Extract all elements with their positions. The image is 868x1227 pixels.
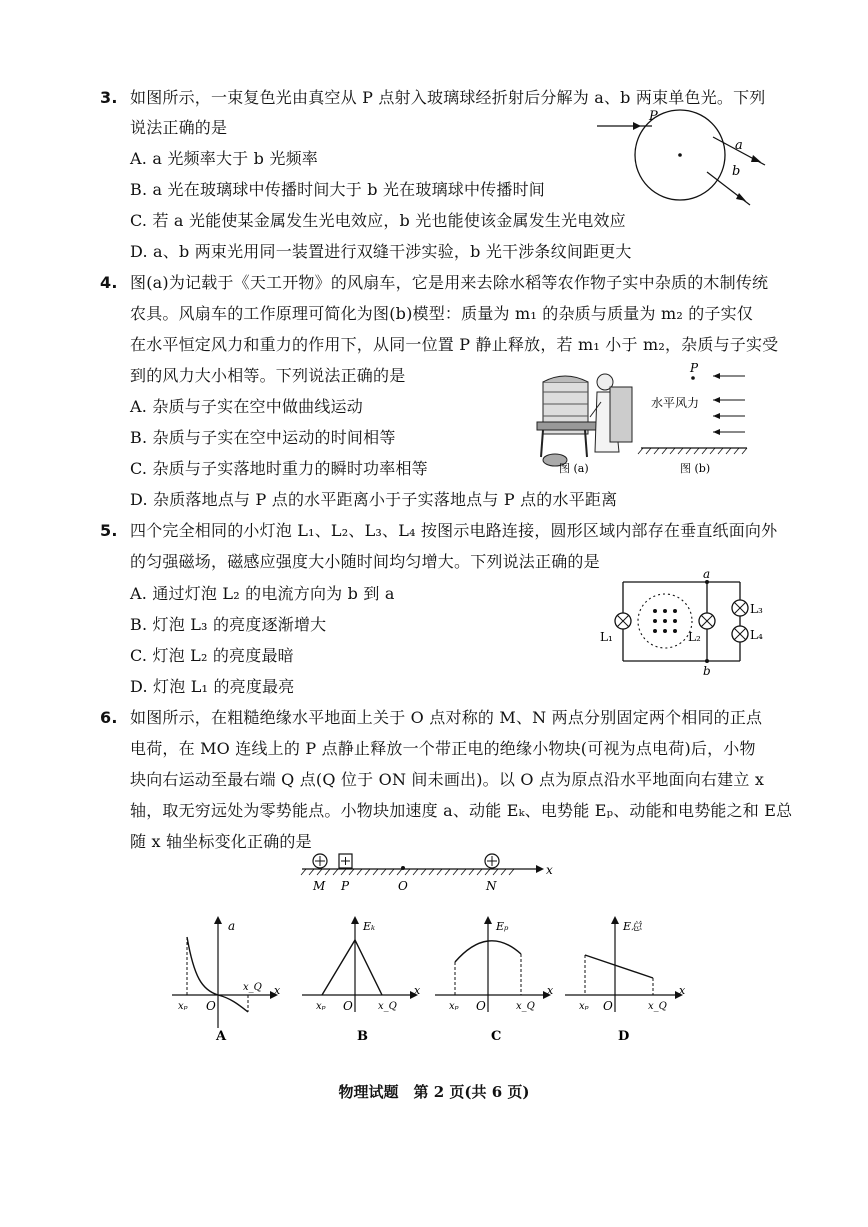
- origin-label: O: [343, 999, 353, 1013]
- xq-label: x_Q: [243, 982, 262, 993]
- origin-label: O: [476, 999, 486, 1013]
- curve-b: [322, 940, 382, 995]
- figure-b-label: 图 (b): [680, 462, 711, 474]
- xq-label: x_Q: [516, 1001, 535, 1012]
- label-p: P: [649, 109, 658, 124]
- question-stem: 四个完全相同的小灯泡 L₁、L₂、L₃、L₄ 按图示电路连接，圆形区域内部存在垂直纸面向外: [130, 521, 778, 540]
- figure-a-label: 图 (a): [559, 462, 589, 474]
- xp-label: xₚ: [579, 1001, 589, 1012]
- wind-label: 水平风力: [651, 396, 700, 410]
- question-stem: 的匀强磁场，磁感应强度大小随时间均匀增大。下列说法正确的是: [130, 552, 600, 571]
- x-label: x: [414, 984, 421, 997]
- question-stem: 如图所示，在粗糙绝缘水平地面上关于 O 点对称的 M、N 两点分别固定两个相同的正点: [130, 708, 763, 727]
- graph-option-d: [563, 912, 688, 1044]
- field-dots: [653, 609, 677, 633]
- bulb-icon: [732, 626, 748, 642]
- label-l1: L₁: [600, 630, 613, 644]
- glass-sphere-figure: [595, 105, 775, 215]
- graph-letter: D: [618, 1029, 630, 1044]
- option-b: B. 杂质与子实在空中运动的时间相等: [130, 428, 396, 447]
- option-d: D. 灯泡 L₁ 的亮度最亮: [130, 677, 295, 696]
- option-d: D. a、b 两束光用同一装置进行双缝干涉实验，b 光干涉条纹间距更大: [130, 242, 632, 261]
- graph-option-b: [300, 912, 425, 1044]
- option-c: C. 杂质与子实落地时重力的瞬时功率相等: [130, 459, 428, 478]
- question-stem: 图(a)为记载于《天工开物》的风扇车，它是用来去除水稻等农作物子实中杂质的木制传统: [130, 273, 769, 292]
- node-b: b: [703, 664, 711, 677]
- positive-charge-icon: [485, 854, 499, 868]
- question-stem: 说法正确的是: [130, 118, 228, 137]
- wind-force-model: [635, 362, 755, 474]
- xq-label: x_Q: [648, 1001, 667, 1012]
- question-stem: 在水平恒定风力和重力的作用下，从同一位置 P 静止释放，若 m₁ 小于 m₂，杂质与子实受: [130, 335, 779, 354]
- winnowing-machine-illustration: [535, 362, 635, 474]
- circuit-diagram: [595, 567, 765, 677]
- question-stem: 到的风力大小相等。下列说法正确的是: [130, 366, 406, 385]
- option-a: A. 通过灯泡 L₂ 的电流方向为 b 到 a: [130, 584, 395, 603]
- graph-letter: C: [491, 1029, 502, 1044]
- question-number: 3.: [100, 88, 118, 107]
- y-label: Eₚ: [496, 920, 509, 933]
- charges-ground-figure: [300, 848, 560, 894]
- label-a: a: [735, 138, 743, 153]
- label-m: M: [313, 879, 326, 893]
- question-stem: 农具。风扇车的工作原理可简化为图(b)模型：质量为 m₁ 的杂质与质量为 m₂ 的子实仅: [130, 304, 754, 323]
- label-p: P: [690, 362, 699, 375]
- positive-charge-icon: [313, 854, 327, 868]
- label-p: P: [341, 879, 350, 893]
- label-o: O: [398, 879, 408, 893]
- label-l4: L₄: [750, 628, 763, 642]
- bulb-icon: [732, 600, 748, 616]
- node-a: a: [703, 567, 711, 581]
- curve-d: [585, 955, 653, 978]
- option-a: A. a 光频率大于 b 光频率: [130, 149, 318, 168]
- bulb-icon: [699, 613, 715, 629]
- origin-label: O: [206, 999, 216, 1013]
- origin-label: O: [603, 999, 613, 1013]
- question-stem: 轴，取无穷远处为零势能点。小物块加速度 a、动能 Eₖ、电势能 Eₚ、动能和电势能之和 E总: [130, 801, 793, 820]
- y-label: a: [228, 919, 236, 933]
- block-icon: [339, 854, 352, 868]
- x-label: x: [547, 984, 554, 997]
- question-stem: 电荷，在 MO 连线上的 P 点静止释放一个带正电的绝缘小物块(可视为点电荷)后，小物: [130, 739, 756, 758]
- graph-option-a: [170, 912, 285, 1044]
- xp-label: xₚ: [316, 1001, 326, 1012]
- label-l3: L₃: [750, 602, 763, 616]
- xp-label: xₚ: [449, 1001, 459, 1012]
- page-footer: 物理试题 第 2 页(共 6 页): [338, 1083, 530, 1101]
- option-a: A. 杂质与子实在空中做曲线运动: [130, 397, 363, 416]
- option-b: B. a 光在玻璃球中传播时间大于 b 光在玻璃球中传播时间: [130, 180, 545, 199]
- question-stem: 块向右运动至最右端 Q 点(Q 位于 ON 间未画出)。以 O 点为原点沿水平地面向右建立 x: [130, 770, 765, 789]
- x-label: x: [274, 984, 281, 997]
- question-stem: 随 x 轴坐标变化正确的是: [130, 832, 312, 851]
- xq-label: x_Q: [378, 1001, 397, 1012]
- graph-letter: B: [357, 1029, 368, 1044]
- question-stem: 如图所示，一束复色光由真空从 P 点射入玻璃球经折射后分解为 a、b 两束单色光。下列: [130, 88, 766, 107]
- option-c: C. 灯泡 L₂ 的亮度最暗: [130, 646, 294, 665]
- label-b: b: [732, 164, 741, 179]
- option-c: C. 若 a 光能使某金属发生光电效应，b 光也能使该金属发生光电效应: [130, 211, 626, 230]
- y-label: E总: [623, 920, 643, 933]
- x-label: x: [679, 984, 686, 997]
- label-n: N: [486, 879, 497, 893]
- option-b: B. 灯泡 L₃ 的亮度逐渐增大: [130, 615, 327, 634]
- y-label: Eₖ: [363, 920, 376, 933]
- graph-letter: A: [216, 1029, 227, 1044]
- xp-label: xₚ: [178, 1001, 188, 1012]
- question-number: 5.: [100, 521, 118, 540]
- question-number: 6.: [100, 708, 118, 727]
- graph-option-c: [433, 912, 558, 1044]
- axis-x: x: [546, 863, 553, 877]
- question-number: 4.: [100, 273, 118, 292]
- option-d: D. 杂质落地点与 P 点的水平距离小于子实落地点与 P 点的水平距离: [130, 490, 618, 509]
- bulb-icon: [615, 613, 631, 629]
- label-l2: L₂: [688, 630, 701, 644]
